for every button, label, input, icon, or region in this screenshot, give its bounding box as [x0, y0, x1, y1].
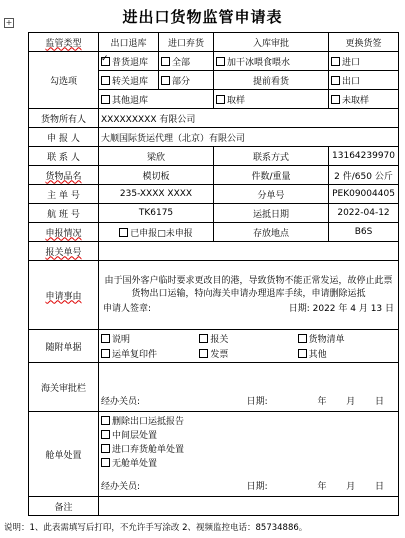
phone-label: 联系方式: [214, 147, 329, 166]
checkbox-general-return[interactable]: [101, 57, 110, 66]
attach-item[interactable]: 说明: [101, 332, 199, 345]
attach-item[interactable]: 货物清单: [298, 332, 396, 345]
checkbox-other-return[interactable]: [101, 95, 110, 104]
attachments-grid: [101, 332, 396, 360]
option-export[interactable]: 出口: [329, 71, 399, 90]
attach-item[interactable]: 运单复印件: [101, 347, 199, 360]
flight-value[interactable]: TK6175: [99, 204, 214, 223]
cabin-option[interactable]: 进口弃货舱单处置: [101, 443, 396, 457]
checkbox-middle-layer[interactable]: [101, 430, 110, 439]
reason-signature-line: [103, 303, 394, 316]
option-other-return[interactable]: 其他退库: [99, 90, 214, 109]
table-move-handle-icon[interactable]: +: [5, 18, 13, 27]
attach-item[interactable]: 报关: [199, 332, 297, 345]
checkbox-no-manifest[interactable]: [101, 458, 110, 467]
entry-value[interactable]: [99, 242, 399, 261]
checkbox-all[interactable]: [161, 57, 170, 66]
flight-label: 航 班 号: [29, 204, 99, 223]
reason-date: 日期: 2022 年 4 月 13 日: [288, 303, 395, 314]
applicant-row: [29, 128, 399, 147]
checkbox-sampled[interactable]: [216, 95, 225, 104]
entry-row: [29, 242, 399, 261]
arrival-date-value[interactable]: 2022-04-12: [329, 204, 399, 223]
checkbox-not-sampled[interactable]: [331, 95, 340, 104]
header-change-label: 更换货签: [329, 33, 399, 52]
option-all[interactable]: 全部: [159, 52, 214, 71]
storage-value[interactable]: B6S: [329, 223, 399, 242]
checkbox-attach-waybill[interactable]: [101, 349, 110, 358]
checkbox-attach-declaration[interactable]: [199, 334, 208, 343]
hawb-label: 分单号: [214, 185, 329, 204]
reason-cell[interactable]: [99, 261, 399, 330]
footer-note: 说明：1、此表需填写后打印，不允许手写涂改 2、视频监控电话：85734886。: [4, 523, 308, 533]
reason-label: 申请事由: [45, 291, 82, 302]
checkbox-import-abandon-manifest[interactable]: [101, 444, 110, 453]
form-title: 进出口货物监管申请表: [122, 8, 283, 26]
option-early-inspection: 提前看货: [214, 71, 329, 90]
declare-row: [29, 223, 399, 242]
hawb-value[interactable]: PEK09004405: [329, 185, 399, 204]
checkbox-declared[interactable]: [119, 228, 128, 237]
cabin-option[interactable]: 无舱单处置: [101, 457, 396, 471]
application-table: [28, 32, 399, 516]
cabin-option[interactable]: 中间层处置: [101, 429, 396, 443]
checkbox-export[interactable]: [331, 76, 340, 85]
contact-value[interactable]: 梁欣: [99, 147, 214, 166]
option-import[interactable]: 进口: [329, 52, 399, 71]
header-import-abandon: 进口弃货: [159, 33, 214, 52]
cabin-sign-line: [101, 479, 396, 492]
option-partial[interactable]: 部分: [159, 71, 214, 90]
cabin-cell[interactable]: [99, 412, 399, 497]
checkbox-partial[interactable]: [161, 76, 170, 85]
signer-label: 申请人签章:: [103, 303, 152, 314]
attachments-cell: [99, 330, 399, 363]
customs-cell[interactable]: [99, 363, 399, 412]
attach-item[interactable]: 其他: [298, 347, 396, 360]
checkbox-attach-other[interactable]: [298, 349, 307, 358]
applicant-value[interactable]: 大顺国际货运代理（北京）有限公司: [99, 128, 399, 147]
checkbox-transfer-return[interactable]: [101, 76, 110, 85]
declare-label: 申报情况: [45, 228, 82, 239]
applicant-label: 申 报 人: [29, 128, 99, 147]
option-not-sampled[interactable]: 未取样: [329, 90, 399, 109]
customs-sign-line: [101, 394, 396, 407]
attachments-label: 随附单据: [29, 330, 99, 363]
entry-label: 报关单号: [45, 247, 82, 258]
header-export-return: 出口退库: [99, 33, 159, 52]
attach-item[interactable]: 发票: [199, 347, 297, 360]
remark-row: [29, 497, 399, 516]
checkbox-import[interactable]: [331, 57, 340, 66]
reason-text: 由于国外客户临时要求更改目的港，导致货物不能正常发运，故停止此票货物出口运输，特向海关申请办理退库手续，申请删除运抵: [104, 275, 393, 299]
customs-date: 日期: 年 月 日: [246, 397, 385, 407]
owner-value[interactable]: XXXXXXXXX 有限公司: [99, 109, 399, 128]
remark-value[interactable]: [99, 497, 399, 516]
owner-row: [29, 109, 399, 128]
phone-value[interactable]: 13164239970: [329, 147, 399, 166]
cabin-option[interactable]: 删除出口运抵报告: [101, 415, 396, 429]
contact-label: 联 系 人: [29, 147, 99, 166]
remark-label: 备注: [29, 497, 99, 516]
option-transfer-return[interactable]: 转关退库: [99, 71, 159, 90]
mawb-row: [29, 185, 399, 204]
checkbox-attach-list[interactable]: [298, 334, 307, 343]
checkbox-dry-ice[interactable]: [216, 57, 225, 66]
pieces-weight-value[interactable]: 2 件/650 公斤: [329, 166, 399, 185]
owner-label: 货物所有人: [29, 109, 99, 128]
cabin-label: 舱单处置: [29, 412, 99, 497]
pieces-weight-label: 件数/重量: [214, 166, 329, 185]
declare-value[interactable]: 已申报□未申报: [99, 223, 214, 242]
reason-row: [29, 261, 399, 330]
customs-handler-label: 经办关员:: [101, 397, 141, 407]
arrival-date-label: 运抵日期: [214, 204, 329, 223]
storage-label: 存放地点: [214, 223, 329, 242]
customs-row: [29, 363, 399, 412]
cabin-date: 日期: 年 月 日: [246, 481, 385, 492]
customs-label: 海关审批栏: [29, 363, 99, 412]
cabin-handler-label: 经办关员:: [101, 481, 141, 492]
goods-name-value[interactable]: 模切板: [99, 166, 214, 185]
header-warehouse-approval: 入库审批: [214, 33, 329, 52]
cabin-row: [29, 412, 399, 497]
options-row-1: [29, 52, 399, 71]
flight-row: [29, 204, 399, 223]
checkbox-delete-arrival[interactable]: [101, 416, 110, 425]
option-dry-ice[interactable]: 加干冰喂食喂水: [214, 52, 329, 71]
option-general-return[interactable]: ✓普货退库: [99, 52, 159, 71]
header-row: [29, 33, 399, 52]
option-sampled[interactable]: 取样: [214, 90, 329, 109]
checkbox-attach-note[interactable]: [101, 334, 110, 343]
mawb-value[interactable]: 235-XXXX XXXX: [99, 185, 214, 204]
checkbox-attach-invoice[interactable]: [199, 349, 208, 358]
supervision-type-label: 监管类型: [45, 38, 82, 49]
goods-row: [29, 166, 399, 185]
attachments-row: [29, 330, 399, 363]
contact-row: [29, 147, 399, 166]
goods-name-label: 货物品名: [45, 171, 82, 182]
mawb-label: 主 单 号: [29, 185, 99, 204]
options-label: 勾选项: [29, 52, 99, 109]
